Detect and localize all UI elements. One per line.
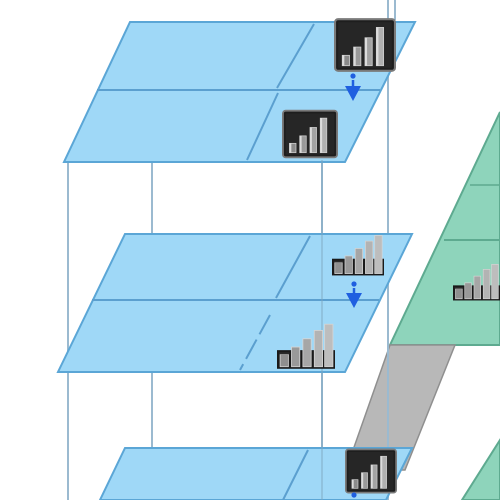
network-strength-icon: [335, 19, 395, 71]
network-strength-icon: [346, 449, 396, 492]
network-strength-icon: [283, 111, 337, 158]
down-arrow-icon: [351, 492, 356, 497]
